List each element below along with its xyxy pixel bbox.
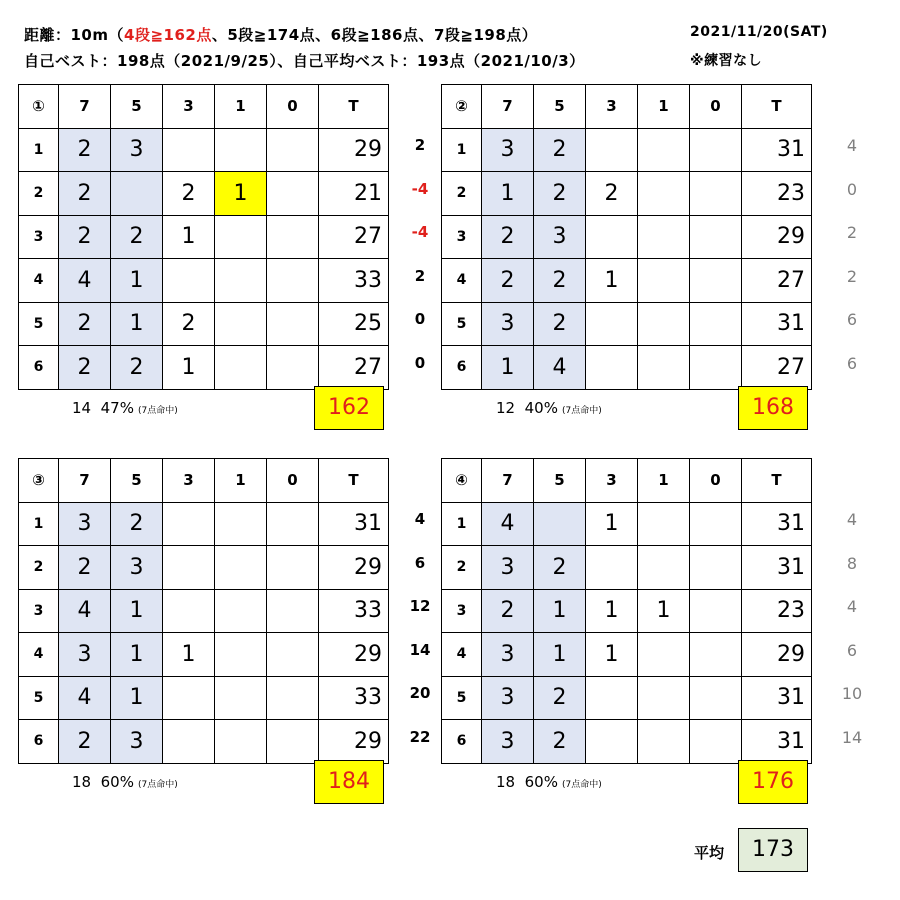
count-cell-5: 2: [111, 502, 163, 546]
count-cell-1: [215, 502, 267, 546]
count-cell-1: [638, 346, 690, 390]
count-cell-7: 1: [482, 172, 534, 216]
end-total: 23: [742, 172, 812, 216]
count-cell-3: 1: [586, 502, 638, 546]
count-cell-1: [638, 215, 690, 259]
sheet-header-row: [19, 85, 389, 129]
count-cell-0: [690, 589, 742, 633]
count-cell-5: [111, 172, 163, 216]
count-cell-5: 3: [111, 128, 163, 172]
count-cell-7: 4: [482, 502, 534, 546]
sheet-label: ②: [442, 85, 482, 129]
end-row: [19, 172, 389, 216]
running-diff-value: 14: [409, 640, 431, 659]
count-cell-7: 3: [482, 633, 534, 677]
count-cell-1: [215, 589, 267, 633]
side-value: 0: [846, 179, 858, 199]
hit-count: 14: [72, 399, 92, 417]
end-row: [442, 346, 812, 390]
count-cell-5: 2: [534, 172, 586, 216]
score-sheet-1: [18, 84, 389, 390]
personal-best-line: 自己ベスト：198点（2021/9/25）、自己平均ベスト：193点（2021/10/3）: [24, 52, 585, 70]
end-row: [19, 676, 389, 720]
end-number: 6: [19, 346, 59, 390]
hit-summary: [72, 773, 178, 791]
end-number: 1: [442, 502, 482, 546]
count-cell-1: [215, 215, 267, 259]
count-cell-0: [267, 215, 319, 259]
side-value: 2: [846, 223, 858, 242]
count-cell-5: 2: [111, 215, 163, 259]
count-cell-1: [638, 633, 690, 677]
count-cell-3: [163, 259, 215, 303]
count-cell-7: 3: [482, 546, 534, 590]
end-total: 31: [742, 502, 812, 546]
count-cell-7: 1: [482, 346, 534, 390]
count-cell-1: [215, 720, 267, 764]
count-cell-0: [267, 172, 319, 216]
count-cell-5: 3: [111, 720, 163, 764]
count-cell-3: [163, 676, 215, 720]
hit-percentage: 40%: [524, 399, 558, 417]
running-diff-value: -4: [411, 223, 429, 241]
side-value: 4: [846, 510, 858, 529]
count-cell-1: [638, 502, 690, 546]
end-number: 2: [442, 172, 482, 216]
hit-percentage-note: (7点命中): [137, 406, 178, 416]
hit-percentage: 60%: [524, 773, 558, 791]
count-cell-7: 2: [59, 346, 111, 390]
end-total: 31: [742, 676, 812, 720]
round-total: 176: [738, 760, 808, 804]
count-cell-7: 2: [482, 215, 534, 259]
count-cell-7: 2: [59, 302, 111, 346]
count-cell-1: [638, 302, 690, 346]
count-cell-5: 1: [534, 589, 586, 633]
count-cell-7: 2: [59, 215, 111, 259]
count-cell-5: 3: [111, 546, 163, 590]
hit-percentage-note: (7点命中): [561, 406, 602, 416]
end-row: [19, 546, 389, 590]
count-cell-5: 2: [534, 128, 586, 172]
count-cell-3: 1: [586, 589, 638, 633]
end-number: 3: [442, 215, 482, 259]
count-cell-1: [215, 259, 267, 303]
end-total: 29: [319, 546, 389, 590]
count-cell-0: [267, 346, 319, 390]
end-number: 4: [442, 259, 482, 303]
count-cell-7: 3: [482, 676, 534, 720]
end-row: [19, 720, 389, 764]
count-cell-7: 4: [59, 589, 111, 633]
running-diff-value: 20: [409, 684, 431, 702]
round-total: 168: [738, 386, 808, 430]
running-diff-value: 2: [414, 136, 426, 154]
count-cell-3: [163, 589, 215, 633]
running-diff-value: 12: [409, 597, 431, 615]
end-total: 33: [319, 676, 389, 720]
count-cell-0: [267, 502, 319, 546]
count-cell-7: 3: [482, 720, 534, 764]
count-cell-7: 4: [59, 259, 111, 303]
count-cell-0: [690, 215, 742, 259]
count-cell-0: [267, 720, 319, 764]
count-cell-5: 1: [111, 633, 163, 677]
column-header: 3: [586, 85, 638, 129]
end-row: [442, 546, 812, 590]
count-cell-0: [690, 720, 742, 764]
count-cell-3: 1: [586, 259, 638, 303]
count-cell-3: 2: [163, 172, 215, 216]
side-value: 6: [846, 640, 858, 660]
score-sheet-4: [441, 458, 812, 764]
count-cell-0: [267, 633, 319, 677]
end-row: [442, 633, 812, 677]
count-cell-7: 3: [59, 633, 111, 677]
running-diff-value: 4: [414, 510, 426, 528]
end-total: 27: [319, 215, 389, 259]
count-cell-5: 2: [534, 259, 586, 303]
count-cell-3: [586, 215, 638, 259]
end-total: 31: [742, 302, 812, 346]
hit-summary: [496, 399, 602, 417]
column-header: 7: [482, 85, 534, 129]
column-header: 7: [482, 459, 534, 503]
count-cell-1: [638, 546, 690, 590]
count-cell-0: [690, 128, 742, 172]
column-header: T: [742, 85, 812, 129]
count-cell-5: 4: [534, 346, 586, 390]
end-row: [19, 259, 389, 303]
end-total: 27: [742, 346, 812, 390]
end-total: 31: [319, 502, 389, 546]
end-row: [19, 302, 389, 346]
count-cell-5: 3: [534, 215, 586, 259]
hit-count: 18: [72, 773, 92, 791]
count-cell-3: 2: [163, 302, 215, 346]
hit-summary: [496, 773, 602, 791]
end-row: [442, 302, 812, 346]
column-header: 0: [690, 85, 742, 129]
end-total: 25: [319, 302, 389, 346]
side-value: 8: [846, 553, 858, 573]
count-cell-0: [267, 546, 319, 590]
end-total: 31: [742, 546, 812, 590]
count-cell-1: [215, 546, 267, 590]
count-cell-3: [586, 676, 638, 720]
end-number: 1: [442, 128, 482, 172]
count-cell-5: 1: [111, 302, 163, 346]
column-header: 7: [59, 459, 111, 503]
running-diff-value: 0: [414, 353, 426, 372]
dan-thresholds-rest: 、5段≧174点、6段≧186点、7段≧198点）: [211, 26, 538, 44]
column-header: 3: [586, 459, 638, 503]
side-value: 14: [841, 727, 863, 747]
count-cell-1: [215, 302, 267, 346]
count-cell-7: 3: [482, 302, 534, 346]
side-value: 6: [846, 353, 858, 373]
count-cell-0: [267, 676, 319, 720]
end-total: 33: [319, 589, 389, 633]
end-row: [19, 589, 389, 633]
side-value: 4: [846, 136, 858, 155]
count-cell-1: 1: [215, 172, 267, 216]
column-header: T: [319, 459, 389, 503]
end-row: [442, 720, 812, 764]
hit-percentage-note: (7点命中): [561, 780, 602, 790]
end-total: 29: [319, 720, 389, 764]
hit-percentage: 47%: [100, 399, 134, 417]
running-diff-value: 22: [409, 727, 431, 746]
end-number: 4: [19, 633, 59, 677]
hit-percentage: 60%: [100, 773, 134, 791]
count-cell-7: 2: [482, 589, 534, 633]
column-header: 5: [111, 85, 163, 129]
running-diff-value: -4: [411, 179, 429, 198]
end-number: 3: [442, 589, 482, 633]
column-header: 3: [163, 459, 215, 503]
column-header: 1: [215, 459, 267, 503]
count-cell-7: 2: [59, 546, 111, 590]
end-row: [442, 589, 812, 633]
count-cell-3: 1: [163, 215, 215, 259]
end-row: [442, 502, 812, 546]
end-number: 6: [442, 720, 482, 764]
count-cell-5: 1: [111, 259, 163, 303]
count-cell-1: [638, 259, 690, 303]
count-cell-0: [690, 259, 742, 303]
sheet-header-row: [442, 85, 812, 129]
end-total: 29: [742, 215, 812, 259]
end-row: [19, 502, 389, 546]
count-cell-3: 1: [163, 346, 215, 390]
count-cell-0: [267, 589, 319, 633]
side-value: 6: [846, 310, 858, 329]
end-number: 5: [442, 676, 482, 720]
count-cell-0: [690, 346, 742, 390]
count-cell-0: [267, 128, 319, 172]
distance-label: 距離：10m（: [24, 26, 125, 44]
end-total: 27: [742, 259, 812, 303]
count-cell-5: 1: [111, 589, 163, 633]
count-cell-3: 1: [163, 633, 215, 677]
end-total: 29: [319, 128, 389, 172]
column-header: T: [742, 459, 812, 503]
end-number: 1: [19, 128, 59, 172]
count-cell-3: [163, 128, 215, 172]
side-value: 4: [846, 597, 858, 616]
column-header: 1: [638, 459, 690, 503]
hit-percentage-note: (7点命中): [137, 780, 178, 790]
sheet-label: ④: [442, 459, 482, 503]
end-row: [19, 128, 389, 172]
end-row: [442, 128, 812, 172]
count-cell-5: 1: [534, 633, 586, 677]
distance-and-dan-thresholds: [24, 24, 537, 45]
running-diff-value: 2: [414, 266, 426, 285]
count-cell-5: 2: [534, 676, 586, 720]
sheet-header-row: [19, 459, 389, 503]
end-total: 31: [742, 720, 812, 764]
end-number: 2: [19, 546, 59, 590]
end-row: [19, 633, 389, 677]
column-header: 5: [534, 459, 586, 503]
sheet-header-row: [442, 459, 812, 503]
count-cell-5: 2: [534, 546, 586, 590]
count-cell-1: [638, 720, 690, 764]
end-total: 31: [742, 128, 812, 172]
dan4-threshold: 4段≧162点: [124, 26, 212, 44]
side-value: 10: [841, 684, 863, 703]
column-header: 0: [267, 459, 319, 503]
column-header: 1: [215, 85, 267, 129]
column-header: T: [319, 85, 389, 129]
running-diff-value: 6: [414, 553, 426, 572]
end-number: 6: [442, 346, 482, 390]
count-cell-3: [586, 302, 638, 346]
count-cell-0: [690, 172, 742, 216]
count-cell-1: [215, 346, 267, 390]
end-total: 29: [319, 633, 389, 677]
column-header: 5: [534, 85, 586, 129]
end-row: [442, 259, 812, 303]
count-cell-7: 4: [59, 676, 111, 720]
count-cell-5: 2: [111, 346, 163, 390]
end-number: 6: [19, 720, 59, 764]
count-cell-0: [690, 633, 742, 677]
end-total: 33: [319, 259, 389, 303]
count-cell-1: [215, 128, 267, 172]
count-cell-7: 2: [59, 128, 111, 172]
count-cell-7: 2: [59, 720, 111, 764]
score-sheet-3: [18, 458, 389, 764]
count-cell-7: 3: [59, 502, 111, 546]
end-total: 27: [319, 346, 389, 390]
practice-note: ※練習なし: [690, 53, 763, 69]
end-row: [442, 215, 812, 259]
hit-count: 12: [496, 399, 516, 417]
end-number: 3: [19, 589, 59, 633]
end-number: 5: [19, 302, 59, 346]
running-diff-value: 0: [414, 310, 426, 328]
end-number: 5: [19, 676, 59, 720]
count-cell-3: [163, 720, 215, 764]
count-cell-0: [690, 546, 742, 590]
end-number: 3: [19, 215, 59, 259]
count-cell-3: 2: [586, 172, 638, 216]
round-total: 184: [314, 760, 384, 804]
hit-count: 18: [496, 773, 516, 791]
count-cell-3: [586, 128, 638, 172]
count-cell-7: 2: [59, 172, 111, 216]
count-cell-1: [215, 676, 267, 720]
score-sheet-2: [441, 84, 812, 390]
column-header: 1: [638, 85, 690, 129]
sheet-label: ③: [19, 459, 59, 503]
end-number: 2: [19, 172, 59, 216]
column-header: 3: [163, 85, 215, 129]
end-number: 1: [19, 502, 59, 546]
end-total: 23: [742, 589, 812, 633]
end-number: 5: [442, 302, 482, 346]
count-cell-5: 2: [534, 720, 586, 764]
column-header: 0: [690, 459, 742, 503]
count-cell-0: [690, 502, 742, 546]
round-total: 162: [314, 386, 384, 430]
count-cell-0: [267, 302, 319, 346]
count-cell-1: [638, 676, 690, 720]
average-label: 平均: [694, 844, 725, 862]
count-cell-1: [638, 172, 690, 216]
average-value: 173: [738, 828, 808, 872]
hit-summary: [72, 399, 178, 417]
end-row: [442, 676, 812, 720]
end-number: 4: [442, 633, 482, 677]
count-cell-3: 1: [586, 633, 638, 677]
session-date: 2021/11/20(SAT): [690, 24, 828, 40]
count-cell-1: 1: [638, 589, 690, 633]
count-cell-5: 2: [534, 302, 586, 346]
end-row: [19, 346, 389, 390]
count-cell-3: [586, 346, 638, 390]
count-cell-3: [586, 546, 638, 590]
count-cell-0: [267, 259, 319, 303]
column-header: 5: [111, 459, 163, 503]
count-cell-7: 3: [482, 128, 534, 172]
count-cell-5: 1: [111, 676, 163, 720]
column-header: 0: [267, 85, 319, 129]
end-row: [19, 215, 389, 259]
column-header: 7: [59, 85, 111, 129]
end-total: 29: [742, 633, 812, 677]
count-cell-0: [690, 676, 742, 720]
side-value: 2: [846, 266, 858, 286]
count-cell-7: 2: [482, 259, 534, 303]
count-cell-5: [534, 502, 586, 546]
count-cell-3: [163, 502, 215, 546]
count-cell-1: [215, 633, 267, 677]
end-number: 2: [442, 546, 482, 590]
count-cell-3: [163, 546, 215, 590]
end-row: [442, 172, 812, 216]
end-number: 4: [19, 259, 59, 303]
sheet-label: ①: [19, 85, 59, 129]
count-cell-3: [586, 720, 638, 764]
end-total: 21: [319, 172, 389, 216]
count-cell-0: [690, 302, 742, 346]
count-cell-1: [638, 128, 690, 172]
